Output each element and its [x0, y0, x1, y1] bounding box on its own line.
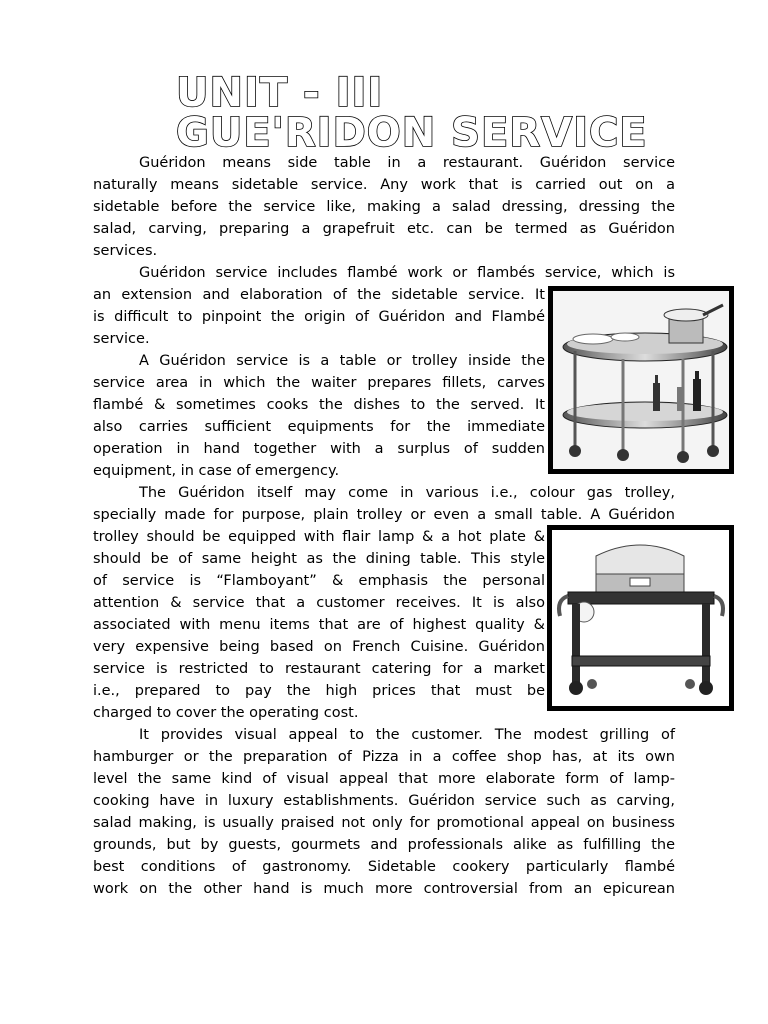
- cart-illustration: [552, 530, 729, 706]
- text-line: charged to cover the operating cost.: [93, 705, 359, 721]
- text-line: very expensive being based on French Cuisine. Guéridon: [93, 639, 545, 655]
- text-line: It provides visual appeal to the customer. The modest grilling of: [139, 727, 675, 743]
- text-line: best conditions of gastronomy. Sidetable cookery particularly flambé: [93, 859, 675, 875]
- text-line: trolley should be equipped with flair lamp & a hot plate &: [93, 529, 545, 545]
- text-line: The Guéridon itself may come in various i.e., colour gas trolley,: [139, 485, 675, 501]
- text-line: specially made for purpose, plain trolley or even a small table. A Guéridon: [93, 507, 675, 523]
- text-line: Guéridon service includes flambé work or flambés service, which is: [139, 265, 675, 281]
- text-line: is difficult to pinpoint the origin of Guéridon and Flambé: [93, 309, 545, 325]
- text-line: operation in hand together with a surplus of sudden: [93, 441, 545, 457]
- hot-plate-trolley-photo: [547, 525, 734, 711]
- text-line: level the same kind of visual appeal that more elaborate form of lamp-: [93, 771, 675, 787]
- text-line: Guéridon means side table in a restaurant. Guéridon service: [139, 155, 675, 171]
- text-line: service is restricted to restaurant catering for a market: [93, 661, 545, 677]
- text-line: services.: [93, 243, 158, 259]
- text-line: A Guéridon service is a table or trolley inside the: [139, 353, 545, 369]
- text-line: hamburger or the preparation of Pizza in a coffee shop has, at its own: [93, 749, 675, 765]
- page-title: GUE'RIDON SERVICE: [176, 110, 648, 156]
- text-line: of service is “Flamboyant” & emphasis the personal: [93, 573, 545, 589]
- text-line: cooking have in luxury establishments. Guéridon service such as carving,: [93, 793, 675, 809]
- text-line: naturally means sidetable service. Any work that is carried out on a: [93, 177, 675, 193]
- text-line: service.: [93, 331, 150, 347]
- text-line: sidetable before the service like, making a salad dressing, dressing the: [93, 199, 675, 215]
- text-line: also carries sufficient equipments for the immediate: [93, 419, 545, 435]
- unit-heading: UNIT - III: [176, 70, 384, 116]
- text-line: work on the other hand is much more controversial from an epicurean: [93, 881, 675, 897]
- text-line: salad, carving, preparing a grapefruit etc. can be termed as Guéridon: [93, 221, 675, 237]
- text-line: equipment, in case of emergency.: [93, 463, 340, 479]
- text-line: attention & service that a customer receives. It is also: [93, 595, 545, 611]
- flambe-trolley-photo: [548, 286, 734, 474]
- text-line: should be of same height as the dining table. This style: [93, 551, 545, 567]
- text-line: service area in which the waiter prepares fillets, carves: [93, 375, 545, 391]
- text-line: associated with menu items that are of highest quality &: [93, 617, 545, 633]
- text-line: salad making, is usually praised not only for promotional appeal on business: [93, 815, 675, 831]
- text-line: grounds, but by guests, gourmets and professionals alike as fulfilling the: [93, 837, 675, 853]
- text-line: flambé & sometimes cooks the dishes to the served. It: [93, 397, 545, 413]
- text-line: i.e., prepared to pay the high prices that must be: [93, 683, 545, 699]
- text-line: an extension and elaboration of the sidetable service. It: [93, 287, 545, 303]
- trolley-illustration: [553, 291, 729, 469]
